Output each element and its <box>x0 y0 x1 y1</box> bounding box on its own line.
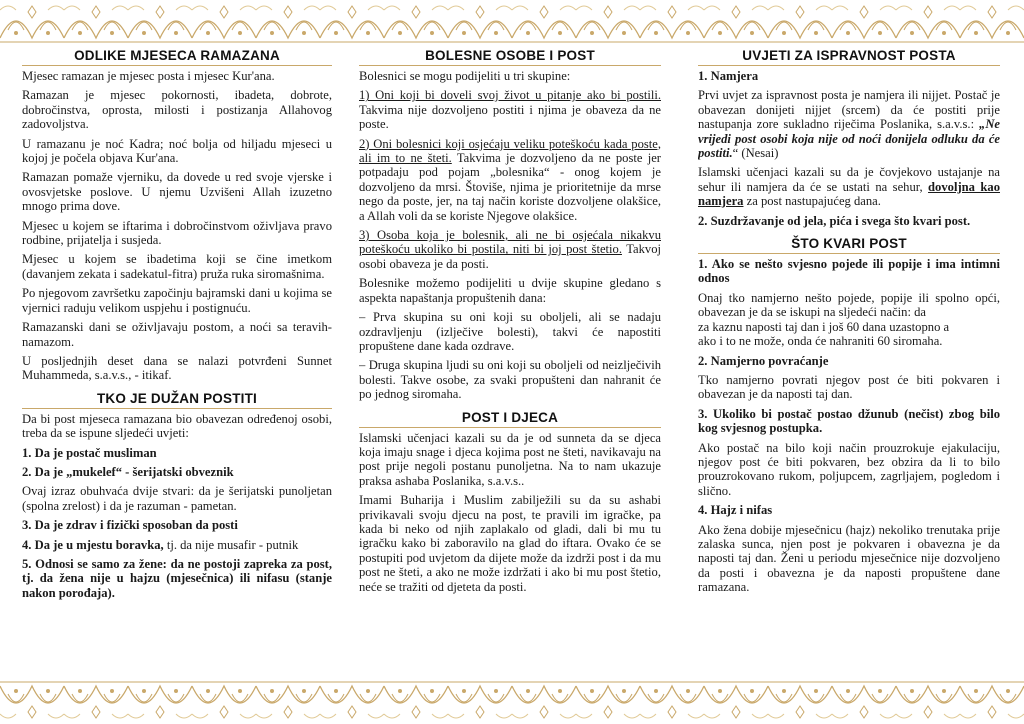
section-title-odlike: ODLIKE MJESECA RAMAZANA <box>22 48 332 66</box>
subheading: 4. Hajz i nifas <box>698 503 773 518</box>
section-title-sto-kvari-post: ŠTO KVARI POST <box>698 236 1000 254</box>
paragraph: Mjesec u kojem se iftarima i dobročinstvom oživljava pravo rodbine, prijatelja i susjeda. <box>22 218 332 248</box>
section-title-bolesne-osobe: BOLESNE OSOBE I POST <box>359 48 661 66</box>
condition-text: tj. da nije musafir - putnik <box>163 537 299 552</box>
group-three-text: Takvoj osobi obaveza je da posti. <box>359 242 661 271</box>
condition-heading: 1. Da je postač musliman <box>22 445 157 460</box>
condition-heading: 4. Da je u mjestu boravka, <box>22 537 164 552</box>
paragraph: Po njegovom završetku započinju bajramski dani u kojima se vjernici raduju velikom uspjehu i postignuću. <box>22 286 332 315</box>
condition-heading: 2. Da je „mukelef“ - šerijatski obveznik <box>22 464 234 479</box>
paragraph: Ramazan je mjesec pokornosti, ibadeta, dobrote, dobročinstva, oprosta, milosti i postizanja Allahovog zadovoljstva. <box>22 88 332 132</box>
paragraph: Imami Buharija i Muslim zabilježili su da su ashabi privikavali svoju djecu na post, te pravili im igračke, pa kada bi neko od njih zaplakalo od gladi, dali bi mu tu igračku kako bi zaboravilo na glad do iftara. Ovako će se postupiti pod uvjetom da dijete može da izdrži post i da mu post ne šteti, a ako ne može izdržati i ako bi mu post štetio, neće se tražiti od djeteta da posti. <box>359 493 661 594</box>
condition-heading: 5. Odnosi se samo za žene: da ne postoji zapreka za post, tj. da žena nije u hajzu (mjesečnica) ili nifasu (stanje nakon porođaja). <box>22 556 332 600</box>
group-two-underlined: 2) Oni bolesnici koji osjećaju veliku poteškoću kada poste, ali im to ne šteti. <box>359 136 661 166</box>
paragraph <box>698 88 1000 160</box>
group-one-text: Takvima nije dozvoljeno postiti i njima je obaveza da ne poste. <box>359 102 661 132</box>
paragraph-text: Prvi uvjet za ispravnost posta je namjera ili nijjet. Postač je obavezan donijeti nijjet (srcem) da će postiti prije nastupanja zore sukladno riječima Poslanika, s.a.v.s.: <box>698 88 1000 132</box>
top-ornament <box>0 0 1024 44</box>
paragraph: Bolesnici se mogu podijeliti u tri skupine: <box>359 69 571 83</box>
section-title-post-i-djeca: POST I DJECA <box>359 410 661 428</box>
column-left <box>22 48 332 678</box>
paragraph: Mjesec u kojem se ibadetima koji se čine imetkom (davanjem zekata i sadekatul-fitra) pruža ruka siromašnima. <box>22 252 332 281</box>
subheading: 2. Suzdržavanje od jela, pića i svega što kvari post. <box>698 213 971 228</box>
paragraph: Ovaj izraz obuhvaća dvije stvari: da je šerijatski punoljetan (spolna zrelost) i da je razuman - pametan. <box>22 484 332 513</box>
section-title-tko-je-duzan: TKO JE DUŽAN POSTITI <box>22 391 332 409</box>
emphasis-text: dovoljna kao namjera <box>698 179 1000 209</box>
paragraph: – Druga skupina ljudi su oni koji su oboljeli od neizlječivih bolesti. Takve osobe, za svaki propušteni dan nahranit će po jednog siromaha. <box>359 358 661 402</box>
paragraph: Da bi post mjeseca ramazana bio obavezan određenoj osobi, treba da se ispune sljedeći uvjeti: <box>22 411 332 441</box>
paragraph-text: Islamski učenjaci kazali su da je čovjekovo ustajanje na sehur ili namjera da će se ustati na sehur, <box>698 165 1000 194</box>
group-three-underlined: 3) Osoba koja je bolesnik, ali ne bi osjećala nikakvu poteškoću ukoliko bi postila, niti bi joj post štetio. <box>359 228 661 257</box>
subheading: 1. Ako se nešto svjesno pojede ili popije i ima intimni odnos <box>698 257 1000 286</box>
condition-heading: 3. Da je zdrav i fizički sposoban da posti <box>22 518 238 533</box>
paragraph: U posljednjih deset dana se nalazi potvrđeni Sunnet Muhammeda, s.a.v.s., - itikaf. <box>22 353 332 383</box>
section-title-uvjeti: UVJETI ZA ISPRAVNOST POSTA <box>698 48 1000 66</box>
hadith-quote: „Ne vrijedi post osobi koja nije od noći donijela odluku da će postiti. <box>698 117 1000 161</box>
paragraph: Ramazanski dani se oživljavaju postom, a noći sa teravih-namazom. <box>22 320 332 349</box>
quote-source: “ (Nesai) <box>732 146 779 161</box>
group-one-underlined: 1) Oni koji bi doveli svoj život u pitanje ako bi postili. <box>359 88 661 103</box>
paragraph <box>359 88 661 131</box>
paragraph: Tko namjerno povrati njegov post će biti pokvaren i obavezan je da naposti taj dan. <box>698 372 1000 402</box>
paragraph: Ako žena dobije mjesečnicu (hajz) nekoliko trenutaka prije zalaska sunca, njen post je pokvaren i obavezna je da naposti taj dan. Ženi u periodu mjesečnice nije dozvoljeno da posti i obavezna je da naposti propuštene dane ramazana. <box>698 522 1000 595</box>
group-two-text: Takvima je dozvoljeno da ne poste jer potpadaju pod pojam „bolesnika“ - onog kojem je dozvoljeno da mrsi. Štoviše, njima je prioritetnije da mrse nego da poste, jer, na taj način koriste dozvoljene olakšice, a Allah voli da se koriste Njegove olakšice. <box>359 151 661 223</box>
paragraph: U ramazanu je noć Kadra; noć bolja od hiljadu mjeseci u kojoj je počela objava Kur'ana. <box>22 136 332 166</box>
subheading: 1. Namjera <box>698 69 759 83</box>
bottom-ornament <box>0 680 1024 724</box>
column-middle <box>359 48 661 678</box>
paragraph: – Prva skupina su oni koji su oboljeli, ali se nadaju ozdravljenju (izlječive bolesti), takvi će napostiti propuštene dane kada ozdrave. <box>359 310 661 353</box>
paragraph <box>359 228 661 271</box>
paragraph: Islamski učenjaci kazali su da je od sunneta da se djeca koja imaju snage i djeca kojima post ne šteti, navikavaju na post prije negoli postanu punoljetna. Na to nam ukazuje praksa ashaba Poslanika, s.a.v.s.. <box>359 430 661 488</box>
column-right <box>698 48 1000 678</box>
paragraph-text: za post nastupajućeg dana. <box>743 194 881 209</box>
subheading: 2. Namjerno povraćanje <box>698 353 829 368</box>
paragraph: Ako postač na bilo koji način prouzrokuje ejakulaciju, njegov post će biti pokvaren, bez obzira da li to bilo prouzrokovano rukom, poljupcem, zagrljajem, pogledom i slično. <box>698 440 1000 498</box>
bottom-ornament-band <box>0 680 1024 724</box>
paragraph: Onaj tko namjerno nešto pojede, popije ili spolno opći, obavezan je da se iskupi na sljedeći način: da za kaznu naposti taj dan i još 60 dana uzastopno a ako i to ne može, onda će nahraniti 60 siromaha. <box>698 290 1000 349</box>
paragraph <box>698 165 1000 208</box>
top-ornament-band <box>0 0 1024 44</box>
paragraph: Bolesnike možemo podijeliti u dvije skupine gledano s aspekta napaštanja propuštenih dana: <box>359 276 661 305</box>
paragraph: Ramazan pomaže vjerniku, da dovede u red svoje vjerske i ovosvjetske poslove. U njemu Uzvišeni Allah izuzetno mnogo prima dove. <box>22 170 332 214</box>
paragraph: Mjesec ramazan je mjesec posta i mjesec Kur'ana. <box>22 69 275 83</box>
paragraph <box>22 538 332 552</box>
paragraph <box>359 137 661 223</box>
subheading: 3. Ukoliko bi postač postao džunub (nečist) zbog bilo kog svjesnog postupka. <box>698 406 1000 436</box>
